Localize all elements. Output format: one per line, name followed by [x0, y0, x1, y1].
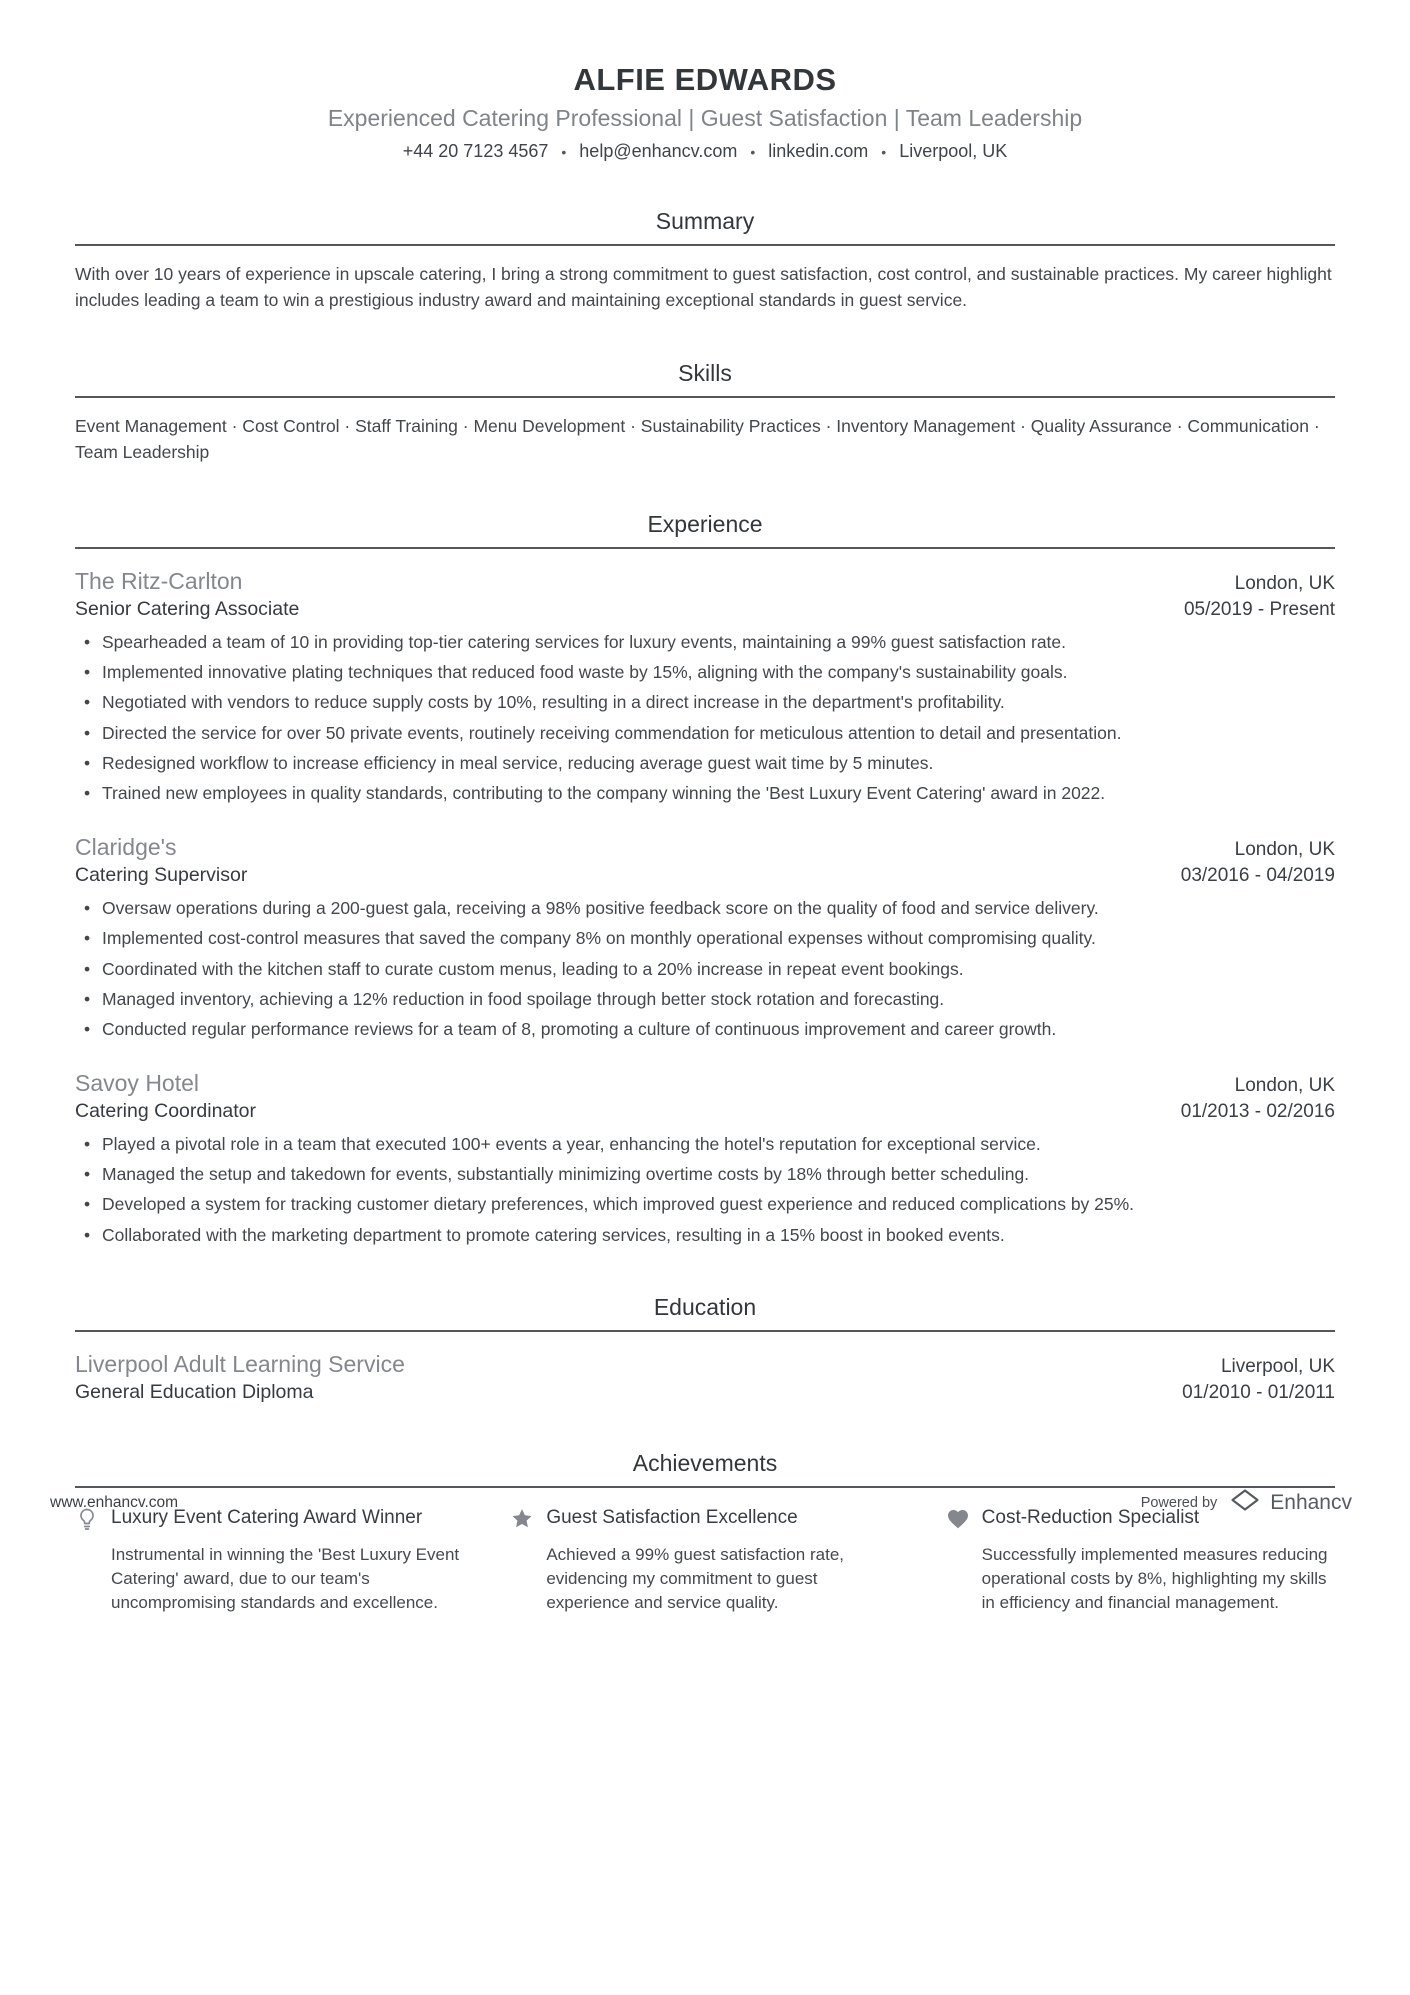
enhancv-brand-link[interactable] [1229, 1487, 1352, 1519]
job-bullets [75, 630, 1335, 806]
job-dates: 01/2013 - 02/2016 [1180, 1101, 1335, 1123]
entry-header-row [75, 1070, 1335, 1097]
section-experience [75, 511, 1335, 1248]
skills-text: Event Management · Cost Control · Staff Training · Menu Development · Sustainability Practices · Inventory Management · Quality Assurance · Communication · Team Leadership [75, 415, 1320, 462]
experience-heading: Experience [75, 511, 1335, 549]
section-skills [75, 360, 1335, 466]
achievement-title: Cost-Reduction Specialist [981, 1506, 1200, 1528]
experience-entry [75, 834, 1335, 1042]
contact-linkedin: • linkedin.com [737, 141, 868, 162]
achievement-item [510, 1506, 899, 1615]
company-location: London, UK [1234, 839, 1335, 861]
achievement-item [946, 1506, 1335, 1615]
summary-heading: Summary [75, 208, 1335, 246]
company-location: London, UK [1234, 1075, 1335, 1097]
job-bullets [75, 1132, 1335, 1248]
job-bullet: • Managed inventory, achieving a 12% reduction in food spoilage through better stock rotation and forecasting. [75, 987, 1335, 1012]
job-bullet: • Implemented cost-control measures that saved the company 8% on monthly operational expenses without compromising quality. [75, 926, 1335, 951]
job-bullet: • Implemented innovative plating techniques that reduced food waste by 15%, aligning with the company's sustainability goals. [75, 660, 1335, 685]
job-dates: 05/2019 - Present [1183, 599, 1335, 620]
job-title: Senior Catering Associate [75, 598, 300, 620]
job-title: Catering Supervisor [75, 864, 248, 887]
job-bullet: • Developed a system for tracking customer dietary preferences, which improved guest experience and reduced complications by 25%. [75, 1192, 1335, 1217]
entry-header-row [75, 568, 1335, 595]
job-bullets [75, 896, 1335, 1042]
enhancv-logo-icon [1229, 1487, 1261, 1519]
job-bullet: • Collaborated with the marketing department to promote catering services, resulting in a 15% boost in booked events. [75, 1223, 1335, 1248]
experience-entry [75, 1070, 1335, 1248]
section-achievements [75, 1450, 1335, 1615]
job-bullet: • Negotiated with vendors to reduce supply costs by 10%, resulting in a direct increase in the department's profitability. [75, 690, 1335, 715]
job-bullet: • Managed the setup and takedown for events, substantially minimizing overtime costs by 18% through better scheduling. [75, 1162, 1335, 1187]
summary-text: With over 10 years of experience in upscale catering, I bring a strong commitment to guest satisfaction, cost control, and sustainable practices. My career highlight includes leading a team to win a prestigious industry award and maintaining exceptional standards in guest service. [75, 264, 1332, 311]
job-bullet: • Trained new employees in quality standards, contributing to the company winning the 'Best Luxury Event Catering' award in 2022. [75, 781, 1335, 806]
job-dates: 03/2016 - 04/2019 [1180, 865, 1335, 887]
education-entry [75, 1351, 1335, 1404]
enhancv-brand-name: Enhancv [1270, 1491, 1352, 1514]
contact-phone: +44 20 7123 4567 [402, 141, 549, 161]
contact-row [75, 141, 1335, 162]
company-name: Claridge's [75, 834, 177, 861]
job-title: Catering Coordinator [75, 1100, 257, 1123]
experience-entry [75, 568, 1335, 806]
job-bullet: • Conducted regular performance reviews for a team of 8, promoting a culture of continuous improvement and career growth. [75, 1017, 1335, 1042]
company-name: Savoy Hotel [75, 1070, 200, 1097]
candidate-tagline: Experienced Catering Professional | Guest Satisfaction | Team Leadership [327, 105, 1083, 131]
school-name: Liverpool Adult Learning Service [75, 1350, 405, 1377]
company-location: London, UK [1234, 573, 1335, 594]
candidate-name: ALFIE EDWARDS [573, 62, 837, 97]
entry-header-row [75, 1351, 1335, 1378]
powered-by-block [1141, 1487, 1352, 1519]
section-education [75, 1294, 1335, 1404]
entry-subheader-row [75, 1100, 1335, 1123]
achievements-grid [75, 1506, 1335, 1615]
page-footer [50, 1487, 1352, 1519]
enhancv-site-link[interactable]: www.enhancv.com [50, 1494, 179, 1511]
achievement-title: Guest Satisfaction Excellence [546, 1506, 798, 1528]
achievement-title: Luxury Event Catering Award Winner [111, 1506, 423, 1528]
degree-name: General Education Diploma [75, 1380, 314, 1403]
achievement-text: Successfully implemented measures reducing operational costs by 8%, highlighting my skills in efficiency and financial management. [981, 1544, 1328, 1613]
achievement-item [75, 1506, 464, 1615]
job-bullet: • Oversaw operations during a 200-guest gala, receiving a 98% positive feedback score on the quality of food and service delivery. [75, 896, 1335, 921]
entry-header-row [75, 834, 1335, 861]
school-location: Liverpool, UK [1220, 1355, 1335, 1377]
job-bullet: • Directed the service for over 50 private events, routinely receiving commendation for meticulous attention to detail and presentation. [75, 721, 1335, 746]
entry-subheader-row [75, 1381, 1335, 1404]
job-bullet: • Played a pivotal role in a team that executed 100+ events a year, enhancing the hotel's reputation for exceptional service. [75, 1132, 1335, 1157]
contact-email: • help@enhancv.com [548, 141, 737, 162]
job-bullet: • Coordinated with the kitchen staff to curate custom menus, leading to a 20% increase in repeat event bookings. [75, 957, 1335, 982]
section-summary [75, 208, 1335, 314]
resume-header [75, 62, 1335, 162]
company-name: The Ritz-Carlton [75, 568, 243, 594]
entry-subheader-row [75, 864, 1335, 887]
degree-dates: 01/2010 - 01/2011 [1182, 1381, 1335, 1403]
achievement-text: Instrumental in winning the 'Best Luxury Event Catering' award, due to our team's uncompromising standards and excellence. [111, 1544, 460, 1613]
skills-heading: Skills [75, 360, 1335, 398]
contact-location: • Liverpool, UK [868, 141, 1007, 162]
education-heading: Education [75, 1294, 1335, 1332]
entry-subheader-row [75, 598, 1335, 621]
achievement-text: Achieved a 99% guest satisfaction rate, evidencing my commitment to guest experience and service quality. [546, 1544, 845, 1613]
achievements-heading: Achievements [75, 1450, 1335, 1488]
job-bullet: • Spearheaded a team of 10 in providing top-tier catering services for luxury events, maintaining a 99% guest satisfaction rate. [75, 630, 1335, 655]
job-bullet: • Redesigned workflow to increase efficiency in meal service, reducing average guest wait time by 5 minutes. [75, 751, 1335, 776]
powered-by-label: Powered by [1140, 1495, 1218, 1511]
